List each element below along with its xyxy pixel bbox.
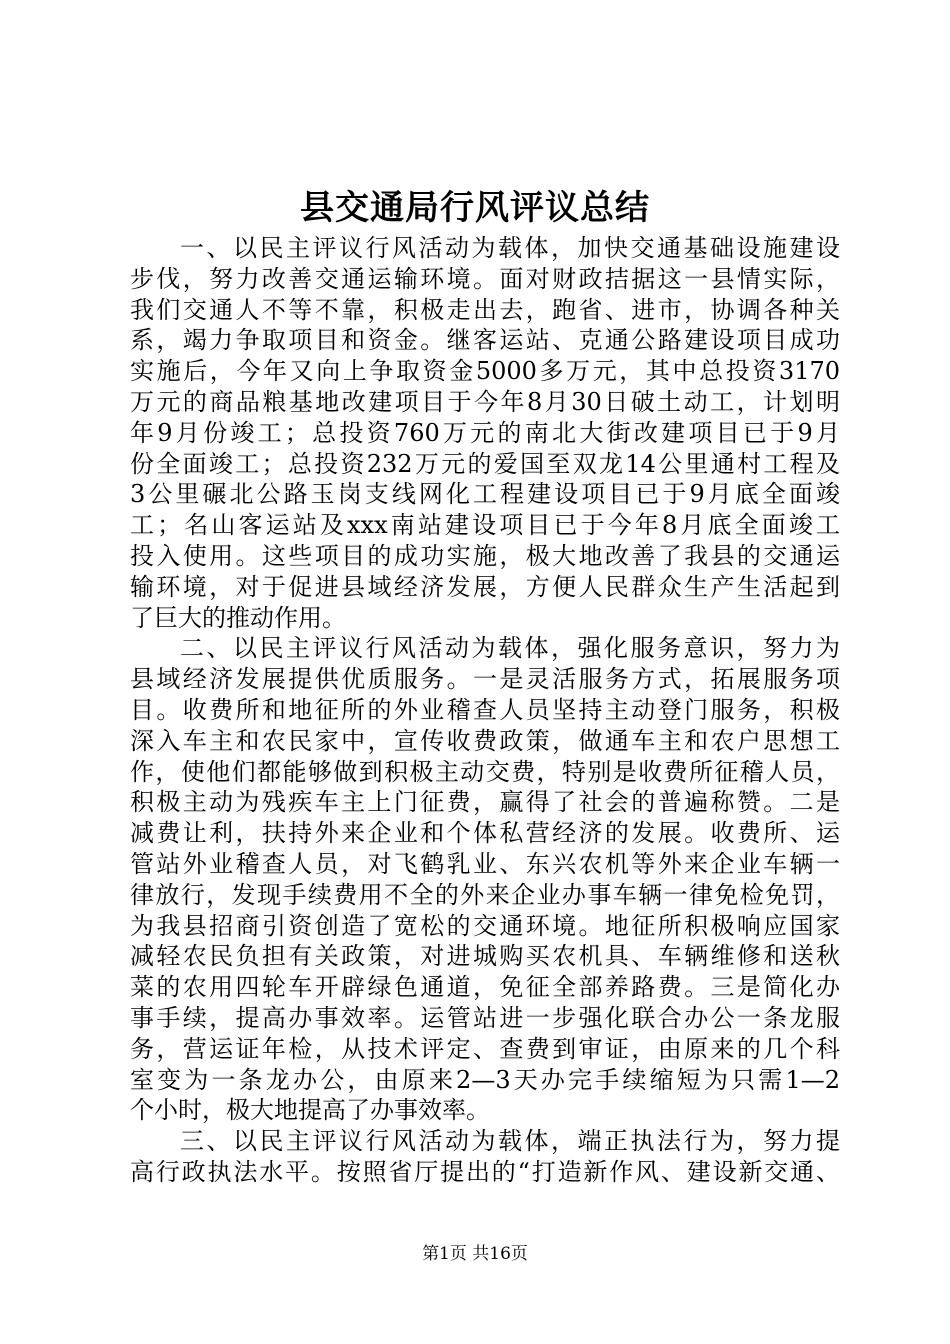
text-line: 管站外业稽查人员，对飞鹤乳业、东兴农机等外来企业车辆一	[130, 849, 840, 878]
text-line: 事手续，提高办事效率。运管站进一步强化联合办公一条龙服	[130, 1003, 840, 1032]
text-line: 县域经济发展提供优质服务。一是灵活服务方式，拓展服务项	[130, 665, 840, 694]
text-line: 投入使用。这些项目的成功实施，极大地改善了我县的交通运	[130, 541, 840, 570]
text-line: 了巨大的推动作用。	[130, 603, 346, 632]
text-line: 目。收费所和地征所的外业稽查人员坚持主动登门服务，积极	[130, 695, 840, 724]
text-line: 减费让利，扶持外来企业和个体私营经济的发展。收费所、运	[130, 819, 840, 848]
text-line: 务，营运证年检，从技术评定、查费到审证，由原来的几个科	[130, 1034, 840, 1063]
text-line: 为我县招商引资创造了宽松的交通环境。地征所积极响应国家	[130, 911, 840, 940]
text-line: 菜的农用四轮车开辟绿色通道，免征全部养路费。三是简化办	[130, 973, 840, 1002]
text-line: 二、以民主评议行风活动为载体，强化服务意识，努力为	[180, 634, 840, 663]
text-line: 室变为一条龙办公，由原来2—3天办完手续缩短为只需1—2	[130, 1065, 840, 1094]
text-line: 作，使他们都能够做到积极主动交费，特别是收费所征稽人员，	[130, 757, 840, 786]
text-line: 输环境，对于促进县域经济发展，方便人民群众生产生活起到	[130, 572, 840, 601]
text-line: 万元的商品粮基地改建项目于今年8月30日破土动工，计划明	[130, 387, 840, 416]
text-line: 一、以民主评议行风活动为载体，加快交通基础设施建设	[180, 234, 840, 262]
text-line: 深入车主和农民家中，宣传收费政策，做通车主和农户思想工	[130, 726, 840, 755]
document-title: 县交通局行风评议总结	[300, 188, 650, 228]
page-footer: 第1页 共16页	[422, 1244, 528, 1264]
document-body	[130, 233, 840, 1188]
text-line: 实施后，今年又向上争取资金5000多万元，其中总投资3170	[130, 357, 840, 386]
text-line: 系，竭力争取项目和资金。继客运站、克通公路建设项目成功	[130, 326, 840, 355]
text-line: 年9月份竣工；总投资760万元的南北大街改建项目已于9月	[130, 418, 840, 447]
text-line: 份全面竣工；总投资232万元的爱国至双龙14公里通村工程及	[130, 449, 840, 478]
text-line: 律放行，发现手续费用不全的外来企业办事车辆一律免检免罚，	[130, 880, 840, 909]
text-line: 个小时，极大地提高了办事效率。	[130, 1096, 490, 1125]
text-line: 三、以民主评议行风活动为载体，端正执法行为，努力提	[180, 1127, 840, 1156]
text-line: 工；名山客运站及xxx南站建设项目已于今年8月底全面竣工	[130, 511, 840, 540]
text-line: 减轻农民负担有关政策，对进城购买农机具、车辆维修和送秋	[130, 942, 840, 971]
text-line: 3公里碾北公路玉岗支线网化工程建设项目已于9月底全面竣	[130, 480, 840, 509]
text-line: 高行政执法水平。按照省厅提出的“打造新作风、建设新交通、	[130, 1157, 840, 1186]
text-line: 我们交通人不等不靠，积极走出去，跑省、进市，协调各种关	[130, 295, 840, 324]
text-line: 积极主动为残疾车主上门征费，赢得了社会的普遍称赞。二是	[130, 788, 840, 817]
text-line: 步伐，努力改善交通运输环境。面对财政拮据这一县情实际，	[130, 264, 840, 293]
